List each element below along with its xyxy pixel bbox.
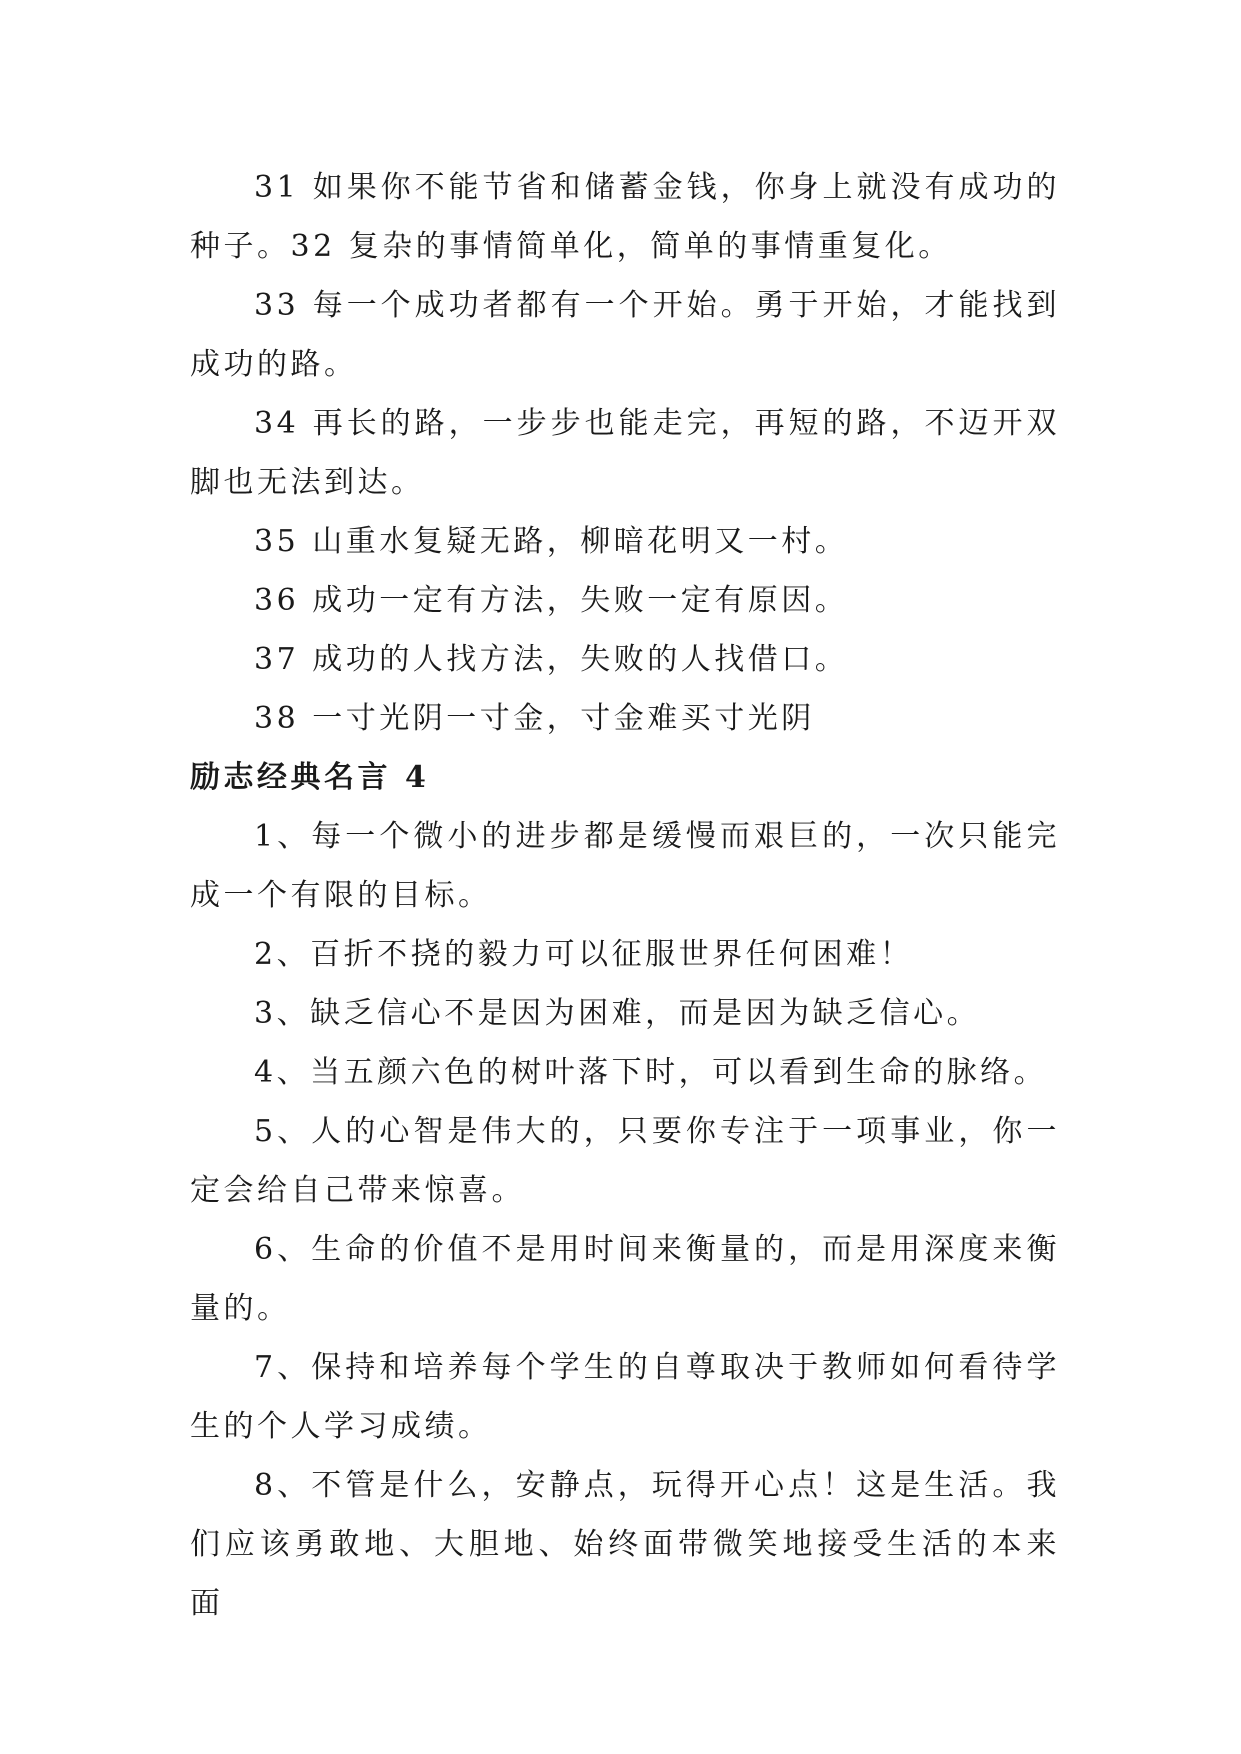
quote-item-4: 4、当五颜六色的树叶落下时，可以看到生命的脉络。	[254, 1055, 1048, 1090]
quote-item-2: 2、百折不挠的毅力可以征服世界任何困难！	[254, 937, 914, 972]
document-body	[190, 158, 1060, 1633]
quote-paragraph-37: 37 成功的人找方法，失败的人找借口。	[254, 642, 849, 677]
quote-paragraph-36: 36 成功一定有方法，失败一定有原因。	[254, 583, 849, 618]
section-heading: 励志经典名言 4	[190, 760, 430, 795]
quote-paragraph-38: 38 一寸光阴一寸金，寸金难买寸光阴	[254, 701, 815, 736]
quote-paragraph-35: 35 山重水复疑无路，柳暗花明又一村。	[254, 524, 849, 559]
quote-item-8: 8、不管是什么，安静点，玩得开心点！这是生活。我们应该勇敢地、大胆地、始终面带微笑地接受生活的本来面	[190, 1468, 1060, 1621]
quote-paragraph-33: 33 每一个成功者都有一个开始。勇于开始，才能找到成功的路。	[190, 288, 1060, 382]
quote-item-6: 6、生命的价值不是用时间来衡量的，而是用深度来衡量的。	[190, 1232, 1060, 1326]
quote-item-5: 5、人的心智是伟大的，只要你专注于一项事业，你一定会给自己带来惊喜。	[190, 1114, 1060, 1208]
quote-paragraph-31-32: 31 如果你不能节省和储蓄金钱，你身上就没有成功的种子。32 复杂的事情简单化，简单的事情重复化。	[190, 170, 1060, 264]
quote-paragraph-34: 34 再长的路，一步步也能走完，再短的路，不迈开双脚也无法到达。	[190, 406, 1060, 500]
quote-item-7: 7、保持和培养每个学生的自尊取决于教师如何看待学生的个人学习成绩。	[190, 1350, 1060, 1444]
quote-item-3: 3、缺乏信心不是因为困难，而是因为缺乏信心。	[254, 996, 981, 1031]
quote-item-1: 1、每一个微小的进步都是缓慢而艰巨的，一次只能完成一个有限的目标。	[190, 819, 1060, 913]
